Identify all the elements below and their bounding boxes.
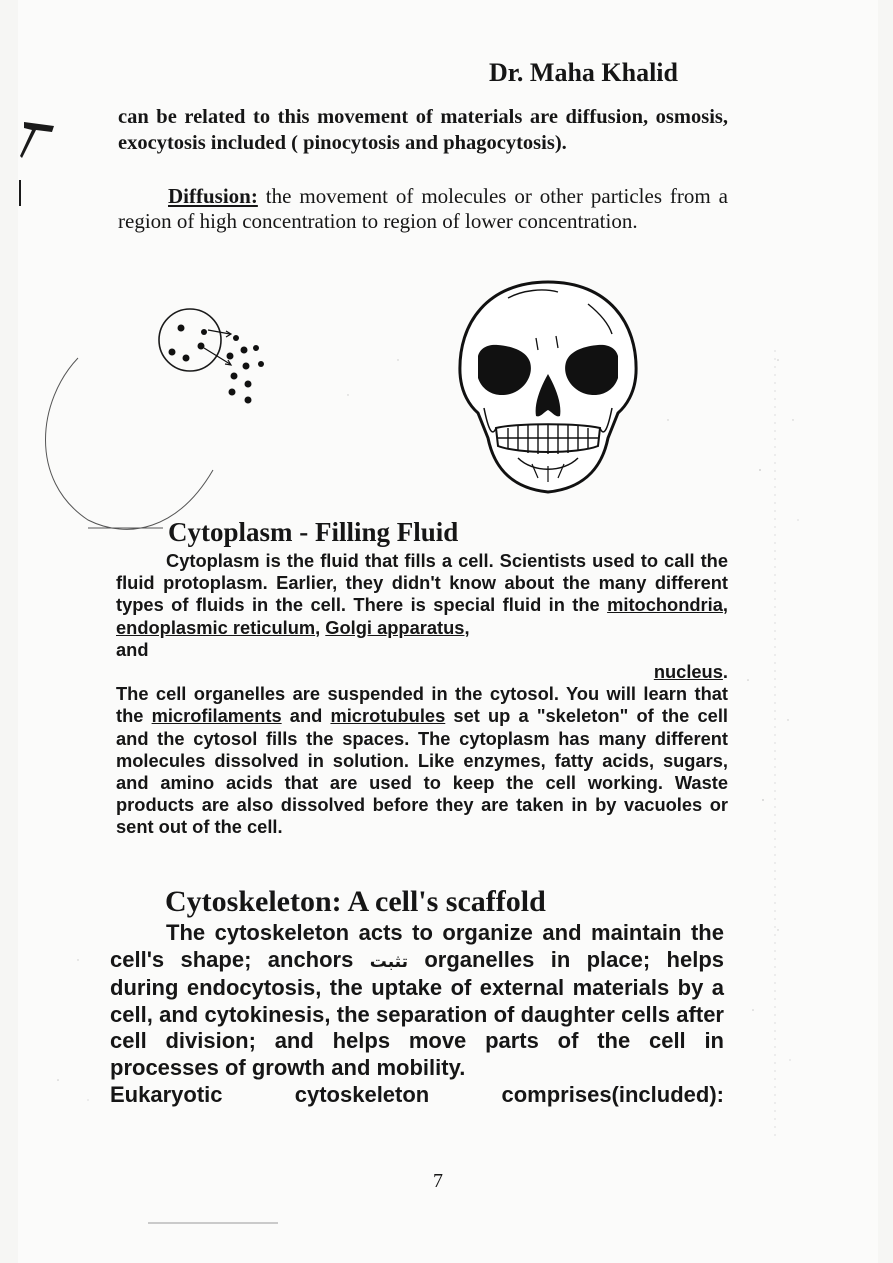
word-eukaryotic: Eukaryotic: [110, 1081, 223, 1107]
diffusion-term: Diffusion:: [168, 184, 258, 208]
separator: ,: [722, 594, 728, 616]
cytoskeleton-paragraph: [110, 920, 724, 1108]
link-microtubules[interactable]: microtubules: [330, 705, 446, 727]
diffusion-diagram: [156, 300, 296, 420]
cytoplasm-text-3: set up a "skeleton" of the cell and the cytosol fills the spaces. The cytoplasm has many different molecules dissolved in solution. Like enzymes, fatty acids, sugars, and amino acids that are used to keep the cell working. Waste products are also dissolved before they are taken in by vacuoles or sent out of the cell.: [116, 705, 728, 838]
cytoskeleton-last-line: [110, 1082, 724, 1109]
link-endoplasmic-reticulum[interactable]: endoplasmic reticulum: [116, 616, 316, 638]
cytoskeleton-text-1: The cytoskeleton acts to organize and maintain the cell's shape; anchors: [110, 920, 724, 972]
word-comprises: comprises(included):: [501, 1081, 724, 1107]
author-name: Dr. Maha Khalid: [488, 58, 678, 87]
conjunction: and: [281, 705, 331, 727]
word-cytoskeleton: cytoskeleton: [294, 1081, 430, 1107]
link-nucleus[interactable]: nucleus: [653, 661, 723, 683]
diffusion-definition: [118, 184, 728, 234]
cytoplasm-paragraph: [116, 550, 728, 839]
cytoplasm-heading: Cytoplasm - Filling Fluid: [168, 517, 459, 547]
and-word: and: [116, 638, 149, 660]
separator: ,: [464, 616, 470, 638]
document-page: [18, 0, 878, 1263]
binding-mark: [18, 118, 58, 208]
nucleus-line: [116, 661, 728, 683]
cytoskeleton-text-2: organelles in place; helps during endocytosis, the uptake of external materials by a cell, and cytokinesis, the separation of daughter cells after cell division; and helps move parts of the cell in processes of growth and mobility.: [110, 946, 724, 1080]
footer-rule: [148, 1220, 278, 1226]
arabic-annotation: تثبت: [369, 951, 408, 972]
link-microfilaments[interactable]: microfilaments: [151, 705, 282, 727]
page-number: 7: [433, 1170, 443, 1192]
period: .: [722, 661, 728, 683]
cytoplasm-text-2: The cell organelles are suspended in the cytosol. You will learn that the: [116, 683, 728, 727]
skull-illustration: [448, 278, 648, 498]
diffusion-text: the movement of molecules or other particles from a region of high concentration to region of lower concentration.: [118, 184, 728, 233]
separator: ,: [315, 616, 326, 638]
intro-paragraph: can be related to this movement of materials are diffusion, osmosis, exocytosis included ( pinocytosis and phagocytosis).: [118, 106, 728, 154]
cytoskeleton-heading: Cytoskeleton: A cell's scaffold: [165, 885, 546, 918]
link-golgi-apparatus[interactable]: Golgi apparatus: [325, 616, 465, 638]
cytoplasm-text-1: Cytoplasm is the fluid that fills a cell. Scientists used to call the fluid protoplasm. Earlier, they didn't know about the many different types of fluids in the cell. There is special fluid in the: [116, 550, 728, 616]
link-mitochondria[interactable]: mitochondria: [607, 594, 723, 616]
